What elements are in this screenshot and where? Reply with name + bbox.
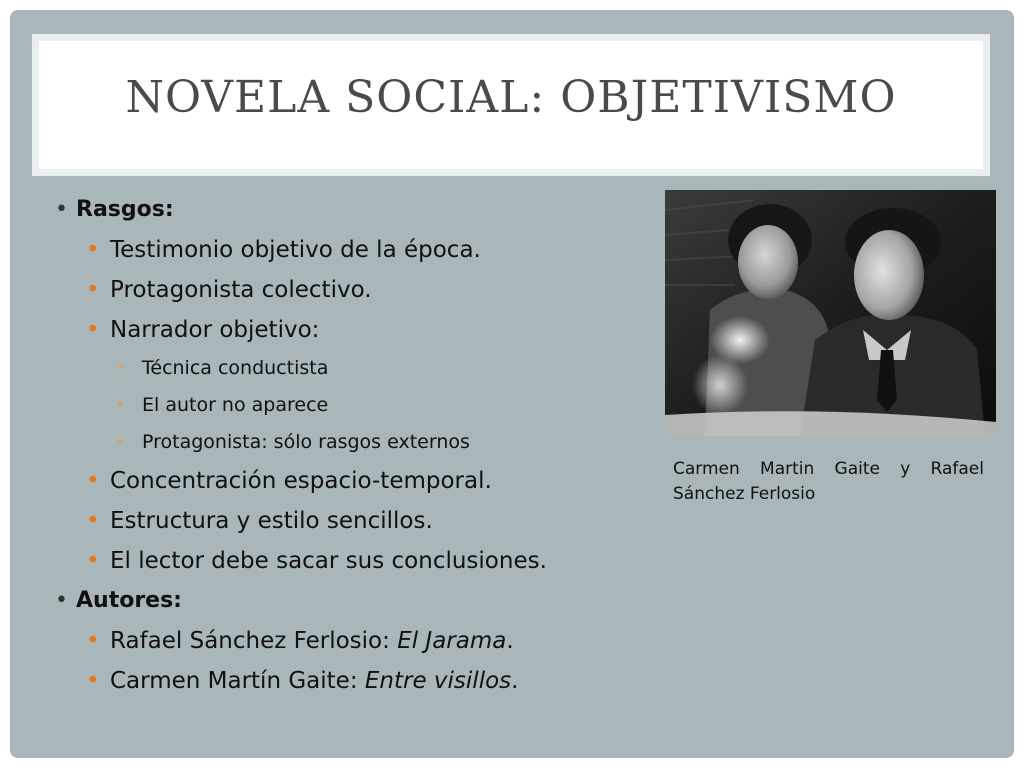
bullet-dot-icon: • [86, 548, 100, 574]
list-item [48, 621, 668, 661]
bullet-list [48, 190, 668, 701]
bullet-dot-icon: • [116, 396, 125, 414]
work-title: El Jarama [397, 628, 507, 654]
punctuation: . [506, 628, 514, 654]
list-item [48, 270, 668, 310]
slide-title: NOVELA SOCIAL: OBJETIVISMO [125, 71, 897, 123]
sub-list-item-text: Técnica conductista [142, 357, 329, 379]
sub-list-item [48, 424, 668, 461]
list-item [48, 230, 668, 270]
list-item-text: Narrador objetivo: [110, 317, 320, 343]
bullet-dot-icon: • [116, 433, 125, 451]
list-item [48, 661, 668, 701]
bullet-dot-icon: • [55, 197, 68, 222]
list-item-text: Estructura y estilo sencillos. [110, 508, 433, 534]
bullet-dot-icon: • [86, 317, 100, 343]
title-box [32, 34, 990, 176]
list-item-text: Concentración espacio-temporal. [110, 468, 492, 494]
autores-heading: Autores: [76, 588, 182, 613]
bullet-dot-icon: • [55, 588, 68, 613]
bullet-dot-icon: • [86, 468, 100, 494]
list-item-text: Testimonio objetivo de la época. [110, 237, 481, 263]
sub-list-item-text: El autor no aparece [142, 394, 329, 416]
bullet-dot-icon: • [86, 628, 100, 654]
bullet-rasgos [48, 190, 668, 230]
bullet-dot-icon: • [86, 237, 100, 263]
list-item-text: Protagonista colectivo. [110, 277, 372, 303]
bullet-autores [48, 581, 668, 621]
list-item [48, 541, 668, 581]
sub-list-item-text: Protagonista: sólo rasgos externos [142, 431, 470, 453]
list-item [48, 501, 668, 541]
list-item [48, 461, 668, 501]
author-name: Carmen Martín Gaite: [110, 668, 365, 694]
bullet-dot-icon: • [86, 277, 100, 303]
slide [10, 10, 1014, 758]
list-item-text: El lector debe sacar sus conclusiones. [110, 548, 547, 574]
bullet-dot-icon: • [116, 359, 125, 377]
sub-list-item [48, 350, 668, 387]
bullet-dot-icon: • [86, 668, 100, 694]
sub-list-item [48, 387, 668, 424]
work-title: Entre visillos [364, 668, 512, 694]
rasgos-heading: Rasgos: [76, 197, 174, 222]
bullet-dot-icon: • [86, 508, 100, 534]
photo-caption: Carmen Martin Gaite y Rafael Sánchez Ferlosio [673, 459, 984, 504]
photo-two-people-icon [665, 190, 996, 436]
list-item [48, 310, 668, 350]
author-name: Rafael Sánchez Ferlosio: [110, 628, 398, 654]
punctuation: . [511, 668, 519, 694]
